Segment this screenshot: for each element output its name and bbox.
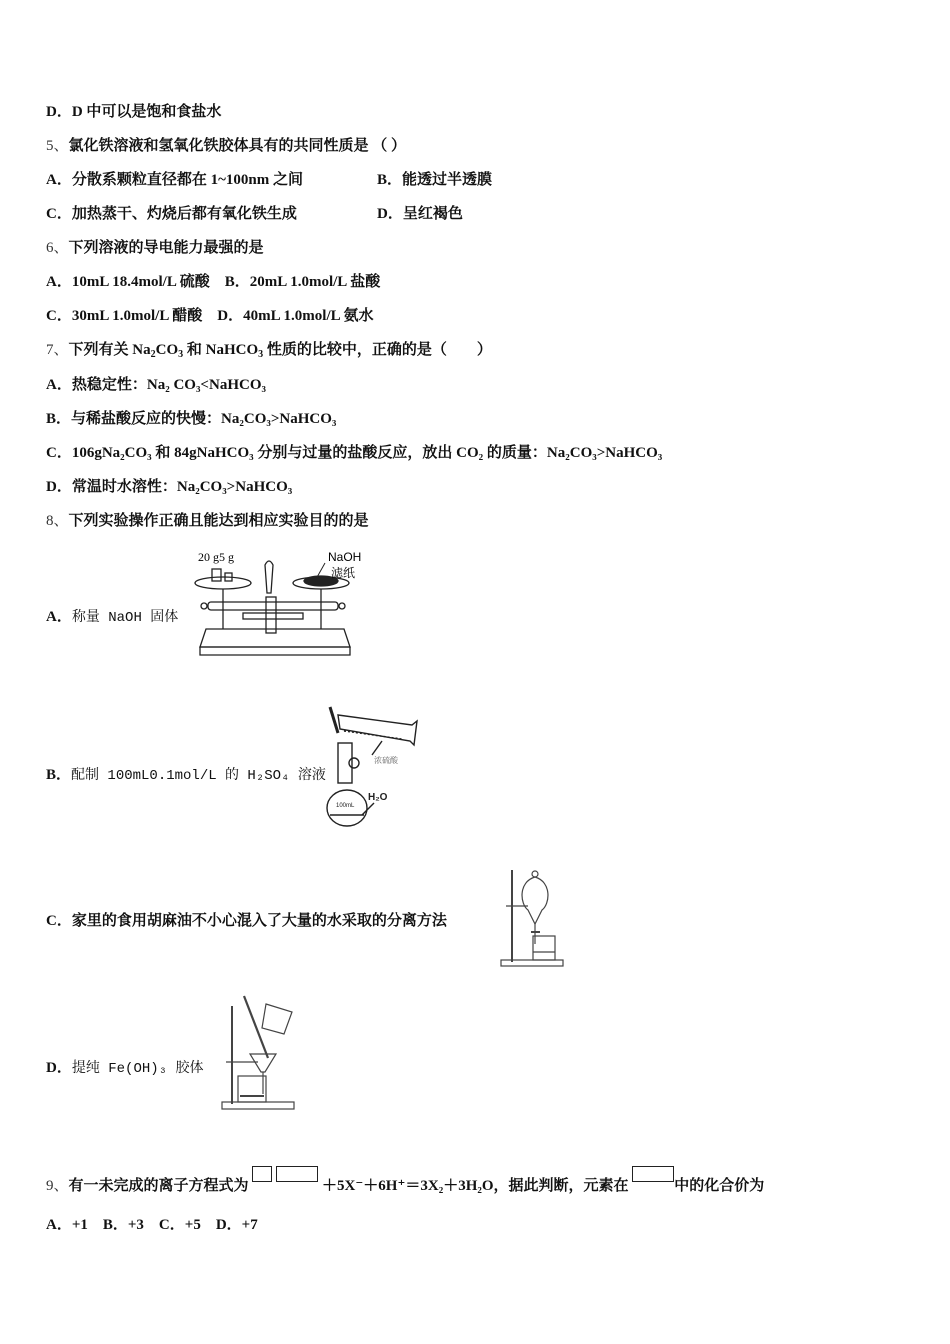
- option-label: C．: [46, 445, 72, 461]
- svg-text:100mL: 100mL: [336, 803, 355, 809]
- option-text: D 中可以是饱和食盐水: [71, 104, 222, 120]
- q5-option-d: [377, 204, 463, 224]
- q6-stem: [46, 238, 264, 258]
- q8-option-b: [46, 765, 326, 786]
- separatory-funnel-figure: [498, 866, 568, 970]
- q7-stem: [46, 340, 492, 360]
- option-text: 称量 NaOH 固体: [71, 610, 179, 626]
- option-text: 与稀盐酸反应的快慢：: [71, 411, 222, 427]
- blank-box-large: [276, 1166, 318, 1182]
- svg-text:滤纸: 滤纸: [331, 566, 356, 580]
- option-text: 106gNa₂CO₃ 和 84gNaHCO₃ 分别与过量的盐酸反应，放出 CO₂ 的质量：: [71, 445, 547, 461]
- question-number: 7、: [46, 342, 69, 358]
- option-text: 20mL 1.0mol/L 盐酸: [249, 274, 381, 290]
- option-label: C．: [46, 206, 72, 222]
- option-text: 家里的食用胡麻油不小心混入了大量的水采取的分离方法: [71, 913, 447, 929]
- chemical-formula: Na₂ CO₃<NaHCO₃: [146, 377, 266, 393]
- option-label: A．: [46, 172, 72, 188]
- svg-text:H₂O: H₂O: [368, 792, 388, 803]
- option-label: C．: [46, 308, 72, 324]
- question-stem: 下列溶液的导电能力最强的是: [68, 240, 264, 256]
- equation-text: ＋5X⁻＋6H⁺＝3X₂＋3H₂O，据此判断，元素在: [322, 1178, 629, 1194]
- svg-text:NaOH: NaOH: [328, 550, 362, 564]
- option-label: B．: [46, 411, 72, 427]
- options-text: A．+1 B．+3 C．+5 D．+7: [46, 1217, 258, 1233]
- q5-option-b: [377, 170, 492, 190]
- stem-text: 性质的比较中，正确的是（ ）: [263, 342, 492, 358]
- option-label: C．: [46, 913, 72, 929]
- option-text: 10mL 18.4mol/L 硫酸: [71, 274, 210, 290]
- q6-options-cd: [46, 306, 374, 326]
- q8-option-c: [46, 911, 447, 931]
- option-label: A．: [46, 274, 72, 290]
- option-text: 配制 100mL0.1mol/L 的 H₂SO₄ 溶液: [71, 768, 326, 784]
- option-label: D．: [46, 479, 72, 495]
- option-text: 热稳定性：: [71, 377, 147, 393]
- question-stem-end: 中的化合价为: [674, 1178, 765, 1194]
- option-text: 常温时水溶性：: [71, 479, 177, 495]
- q5-option-c: [46, 204, 297, 224]
- option-label: B．: [224, 274, 250, 290]
- option-text: 加热蒸干、灼烧后都有氧化铁生成: [71, 206, 297, 222]
- stem-text: 下列有关 Na: [68, 342, 151, 358]
- stem-text: 和 NaHCO: [183, 342, 259, 358]
- option-label: D．: [46, 104, 72, 120]
- subscript: 3: [178, 349, 184, 360]
- chemical-formula: Na₂CO₃>NaHCO₃: [546, 445, 663, 461]
- q5-option-a: [46, 170, 303, 190]
- option-label: B．: [377, 172, 403, 188]
- question-number: 9、: [46, 1178, 69, 1194]
- question-number: 6、: [46, 240, 69, 256]
- chemical-formula: Na₂CO₃>NaHCO₃: [221, 411, 337, 427]
- option-text: 提纯 Fe(OH)₃ 胶体: [71, 1061, 204, 1077]
- q8-stem: [46, 511, 369, 531]
- balance-scale-icon: [188, 547, 363, 662]
- q7-option-d: [46, 477, 292, 497]
- q8-option-a: [46, 607, 178, 628]
- option-label: D．: [46, 1060, 72, 1076]
- volumetric-flask-figure: [322, 703, 422, 831]
- filtration-figure: [218, 994, 302, 1114]
- q7-option-a: [46, 375, 266, 395]
- option-label: A．: [46, 377, 72, 393]
- question-stem: 有一未完成的离子方程式为: [68, 1178, 249, 1194]
- option-text: 分散系颗粒直径都在 1~100nm 之间: [71, 172, 303, 188]
- filtration-apparatus-icon: [218, 994, 302, 1114]
- q5-stem: [46, 136, 406, 156]
- option-label: D．: [377, 206, 403, 222]
- blank-box-small: [252, 1166, 272, 1182]
- question-stem: 下列实验操作正确且能达到相应实验目的的是: [68, 513, 369, 529]
- chemical-formula: Na₂CO₃>NaHCO₃: [176, 479, 293, 495]
- option-label: A．: [46, 609, 72, 625]
- question-number: 5、: [46, 138, 69, 154]
- q7-option-c: [46, 443, 662, 463]
- volumetric-flask-icon: [322, 703, 422, 831]
- q9-options: [46, 1215, 258, 1235]
- svg-text:浓硫酸: 浓硫酸: [374, 756, 398, 765]
- svg-text:20 g5 g: 20 g5 g: [198, 550, 234, 564]
- option-text: 30mL 1.0mol/L 醋酸: [71, 308, 203, 324]
- subscript: 2: [150, 349, 156, 360]
- option-text: 能透过半透膜: [402, 172, 493, 188]
- q6-options-ab: [46, 272, 380, 292]
- option-text: 呈红褐色: [402, 206, 463, 222]
- separatory-funnel-icon: [498, 866, 568, 970]
- q4-option-d: [46, 102, 221, 122]
- question-stem: 氯化铁溶液和氢氧化铁胶体具有的共同性质是 （ ）: [68, 138, 407, 154]
- option-label: D．: [217, 308, 244, 324]
- stem-text: CO: [155, 342, 179, 358]
- q7-option-b: [46, 409, 336, 429]
- question-number: 8、: [46, 513, 69, 529]
- q8-option-d: [46, 1058, 203, 1079]
- blank-box: [632, 1166, 674, 1182]
- balance-figure: [188, 547, 363, 662]
- subscript: 3: [258, 349, 264, 360]
- q9-stem: [46, 1166, 764, 1196]
- option-text: 40mL 1.0mol/L 氨水: [243, 308, 374, 324]
- option-label: B．: [46, 767, 72, 783]
